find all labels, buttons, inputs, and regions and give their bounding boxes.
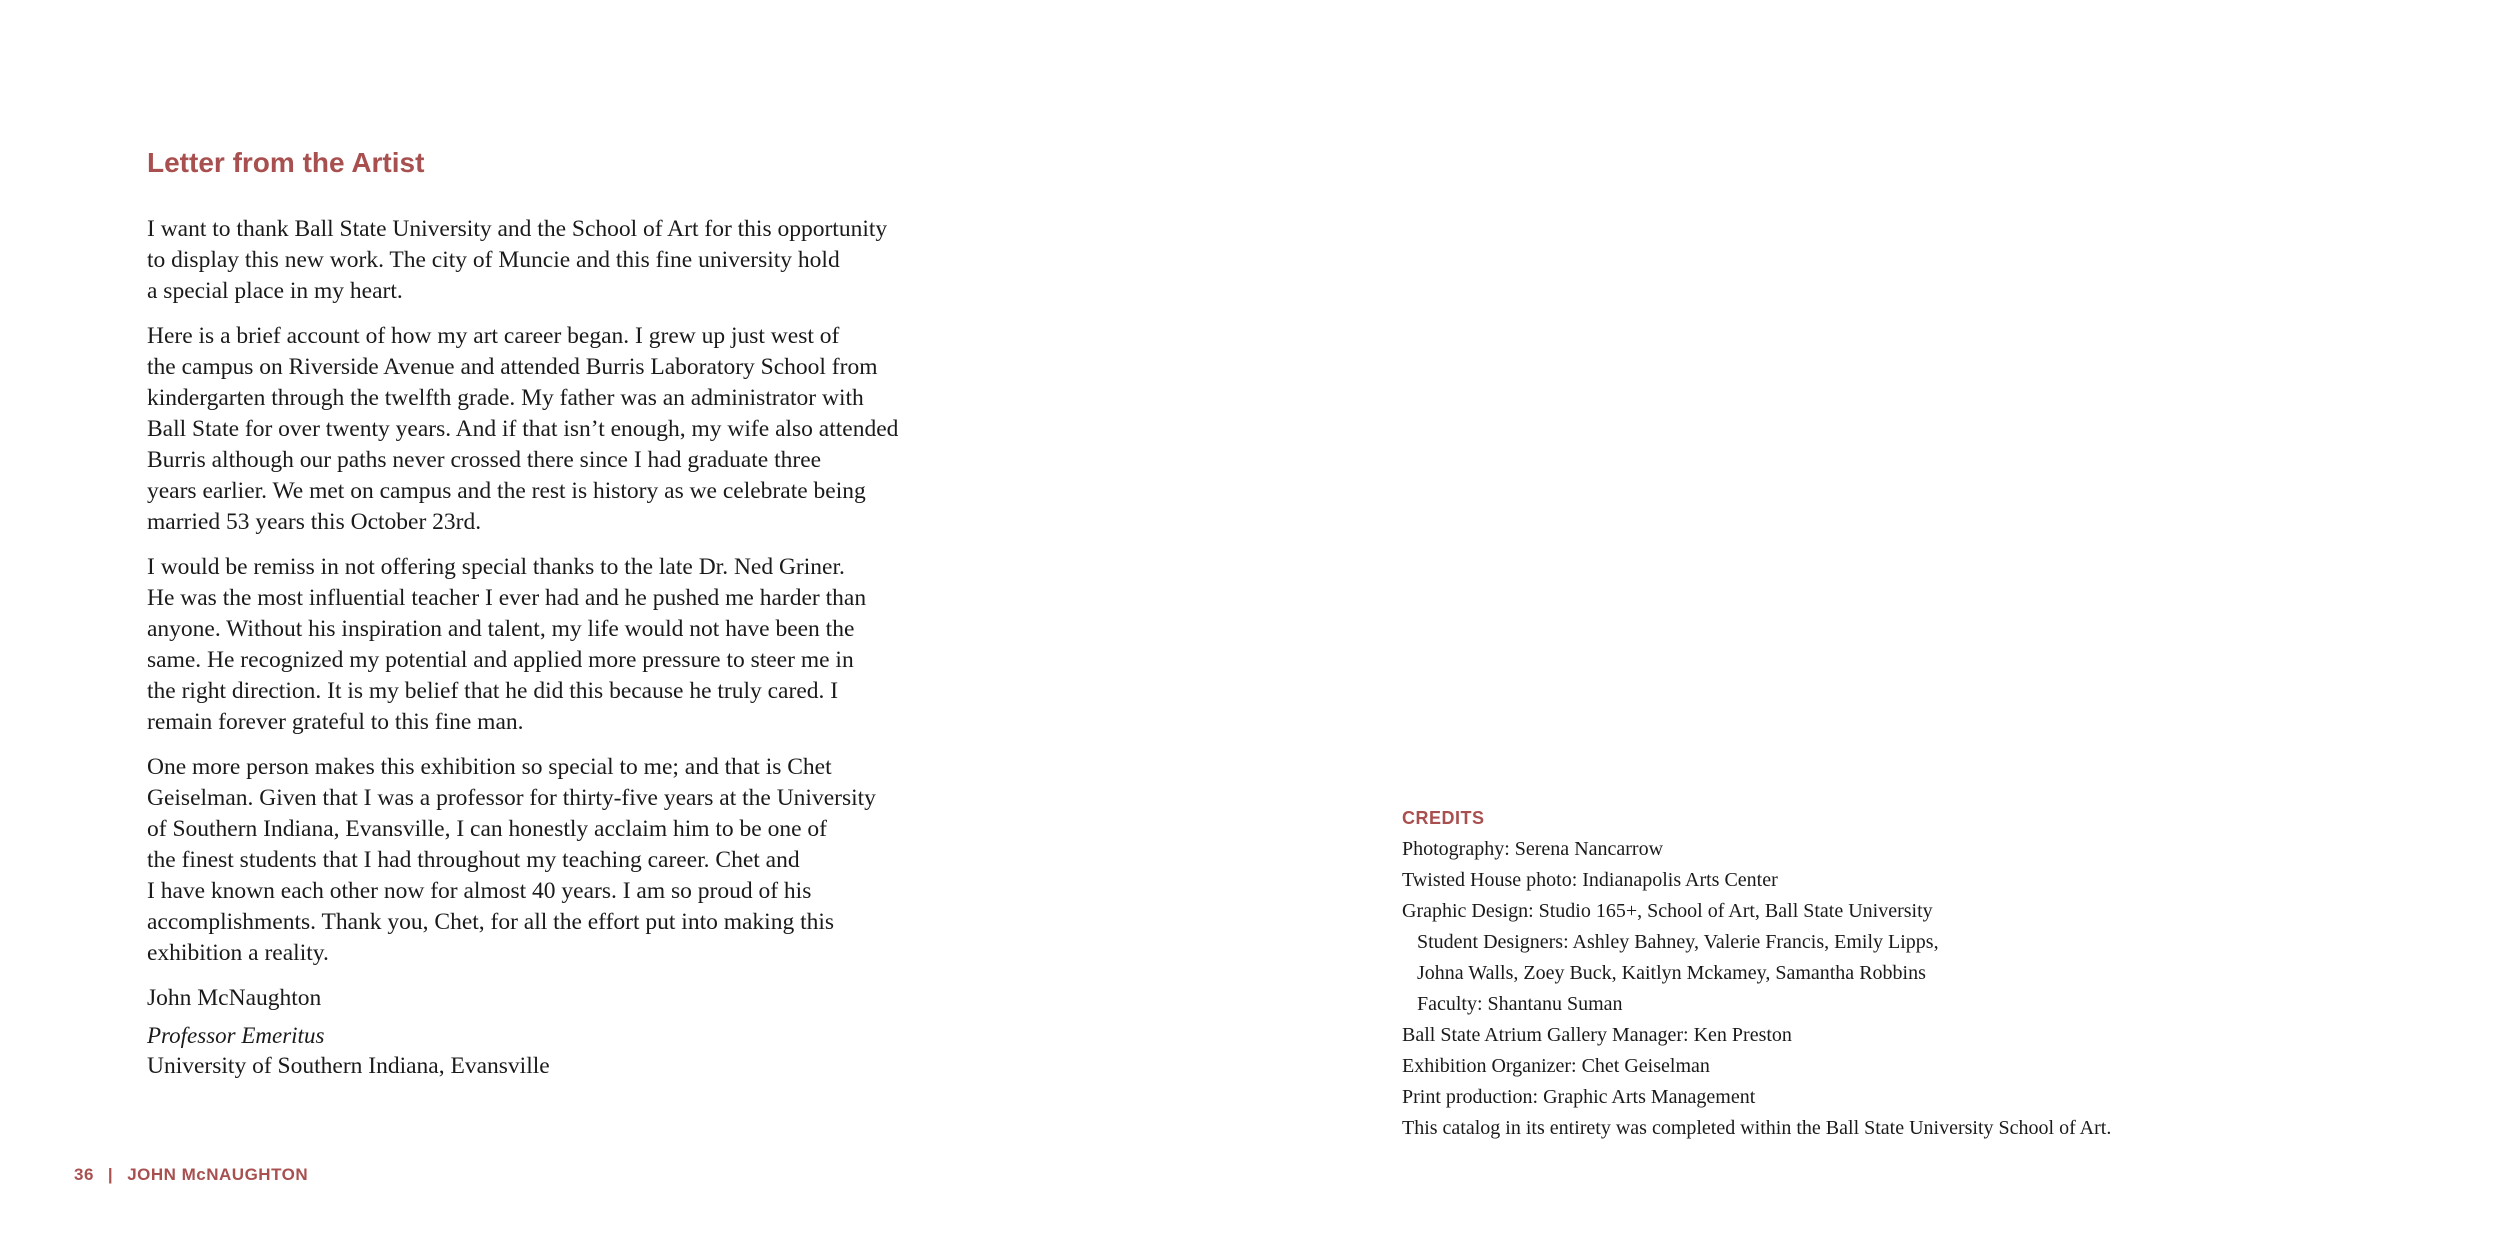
- credit-line: This catalog in its entirety was completed within the Ball State University School of Art.: [1402, 1117, 2112, 1139]
- signature-affiliation: University of Southern Indiana, Evansville: [147, 1053, 550, 1079]
- footer-separator: |: [107, 1165, 114, 1184]
- credit-line: Faculty: Shantanu Suman: [1417, 993, 1623, 1015]
- credit-line: Print production: Graphic Arts Management: [1402, 1086, 1756, 1108]
- credits-heading: CREDITS: [1402, 808, 1485, 828]
- page-number: 36: [74, 1165, 94, 1184]
- credit-line: Graphic Design: Studio 165+, School of Art, Ball State University: [1402, 900, 1933, 922]
- credits-section: [1402, 806, 2402, 1144]
- credit-line: Exhibition Organizer: Chet Geiselman: [1402, 1055, 1710, 1077]
- running-head: JOHN McNAUGHTON: [127, 1165, 309, 1184]
- credit-line: Ball State Atrium Gallery Manager: Ken Preston: [1402, 1024, 1792, 1046]
- page-footer: [74, 1165, 308, 1185]
- letter-paragraph: I want to thank Ball State University and the School of Art for this opportunity to display this new work. The city of Muncie and this fine university hold a special place in my heart.: [147, 216, 888, 304]
- credit-line: Photography: Serena Nancarrow: [1402, 838, 1664, 860]
- letter-paragraph: One more person makes this exhibition so special to me; and that is Chet Geiselman. Given that I was a professor for thirty-five years at the University of Southern Indiana, Evansville, I can honestly acclaim him to be one of the finest students that I had throughout my teaching career. Chet and I have known each other now for almost 40 years. I am so proud of his accomplishments. Thank you, Chet, for all the effort put into making this exhibition a reality.: [147, 754, 876, 966]
- signature-title: Professor Emeritus: [147, 1023, 325, 1048]
- signature-name: John McNaughton: [147, 985, 322, 1011]
- credit-line: Student Designers: Ashley Bahney, Valerie Francis, Emily Lipps,: [1417, 931, 1939, 953]
- credit-line: Johna Walls, Zoey Buck, Kaitlyn Mckamey, Samantha Robbins: [1417, 962, 1926, 984]
- letter-paragraph: Here is a brief account of how my art career began. I grew up just west of the campus on Riverside Avenue and attended Burris Laboratory School from kindergarten through the twelfth grade. My father was an administrator with Ball State for over twenty years. And if that isn’t enough, my wife also attended Burris although our paths never crossed there since I had graduate three years earlier. We met on campus and the rest is history as we celebrate being married 53 years this October 23rd.: [147, 323, 899, 535]
- letter-paragraph: I would be remiss in not offering special thanks to the late Dr. Ned Griner. He was the most influential teacher I ever had and he pushed me harder than anyone. Without his inspiration and talent, my life would not have been the same. He recognized my potential and applied more pressure to steer me in the right direction. It is my belief that he did this because he truly cared. I remain forever grateful to this fine man.: [147, 554, 867, 735]
- letter-section: [147, 146, 977, 1082]
- credit-line: Twisted House photo: Indianapolis Arts Center: [1402, 869, 1778, 891]
- letter-title: Letter from the Artist: [147, 147, 425, 178]
